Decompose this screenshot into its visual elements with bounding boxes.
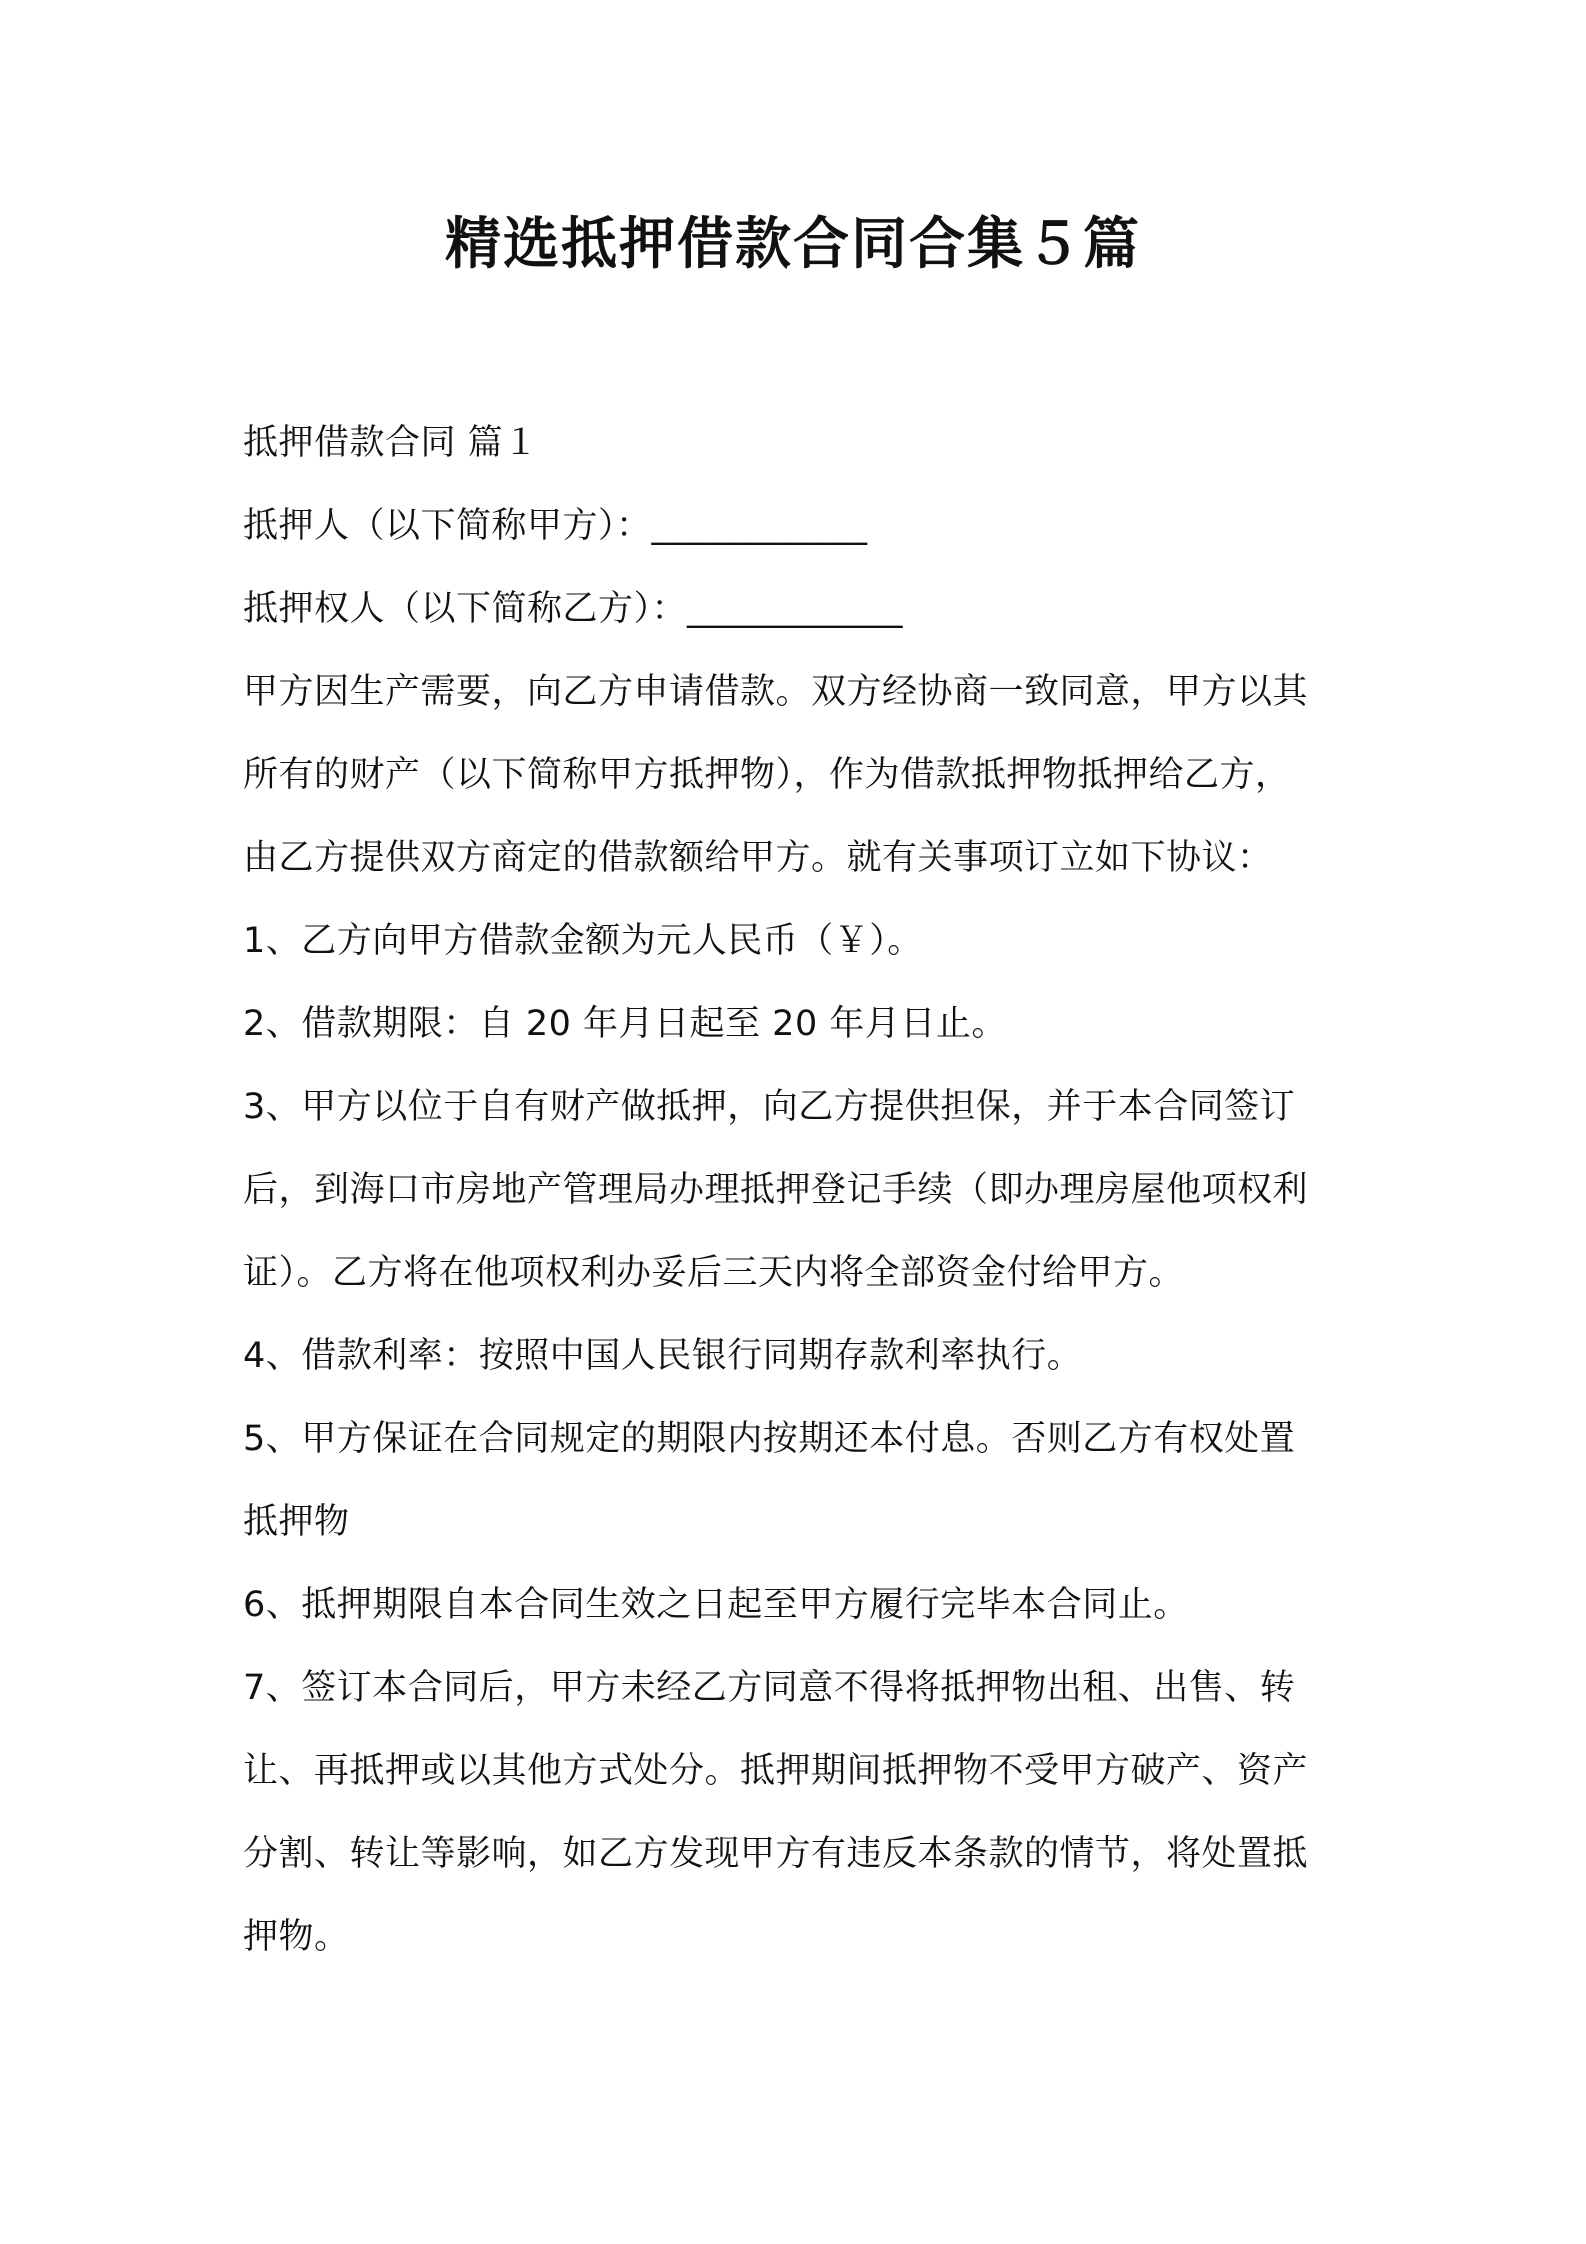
clause-7-line-3: 分割、转让等影响，如乙方发现甲方有违反本条款的情节，将处置抵 <box>243 1834 1309 1874</box>
section-heading: 抵押借款合同 篇１ <box>243 423 539 463</box>
intro-line-3: 由乙方提供双方商定的借款额给甲方。就有关事项订立如下协议： <box>243 838 1273 878</box>
clause-7-line-2: 让、再抵押或以其他方式处分。抵押期间抵押物不受甲方破产、资产 <box>243 1751 1309 1791</box>
intro-line-2: 所有的财产（以下简称甲方抵押物），作为借款抵押物抵押给乙方， <box>243 755 1291 795</box>
mortgagor-line: 抵押人（以下简称甲方）：____________ <box>243 506 868 546</box>
clause-5-line-1: 5、甲方保证在合同规定的期限内按期还本付息。否则乙方有权处置 <box>243 1419 1296 1459</box>
document-body <box>243 402 1355 1979</box>
clause-2: 2、借款期限：自 20 年月日起至 20 年月日止。 <box>243 1004 1007 1044</box>
clause-4: 4、借款利率：按照中国人民银行同期存款利率执行。 <box>243 1336 1083 1376</box>
intro-line-1: 甲方因生产需要，向乙方申请借款。双方经协商一致同意，甲方以其 <box>243 672 1309 712</box>
clause-6: 6、抵押期限自本合同生效之日起至甲方履行完毕本合同止。 <box>243 1585 1189 1625</box>
clause-1: 1、乙方向甲方借款金额为元人民币（￥）。 <box>243 921 923 961</box>
document-title: 精选抵押借款合同合集５篇 <box>445 212 1141 277</box>
clause-7-line-4: 押物。 <box>243 1917 350 1957</box>
clause-5-line-2: 抵押物 <box>243 1502 350 1542</box>
clause-3-line-2: 后，到海口市房地产管理局办理抵押登记手续（即办理房屋他项权利 <box>243 1170 1309 1210</box>
clause-3-line-1: 3、甲方以位于自有财产做抵押，向乙方提供担保，并于本合同签订 <box>243 1087 1296 1127</box>
clause-3-line-3: 证）。乙方将在他项权利办妥后三天内将全部资金付给甲方。 <box>243 1253 1185 1293</box>
clause-7-line-1: 7、签订本合同后，甲方未经乙方同意不得将抵押物出租、出售、转 <box>243 1668 1296 1708</box>
mortgagee-line: 抵押权人（以下简称乙方）：____________ <box>243 589 904 629</box>
